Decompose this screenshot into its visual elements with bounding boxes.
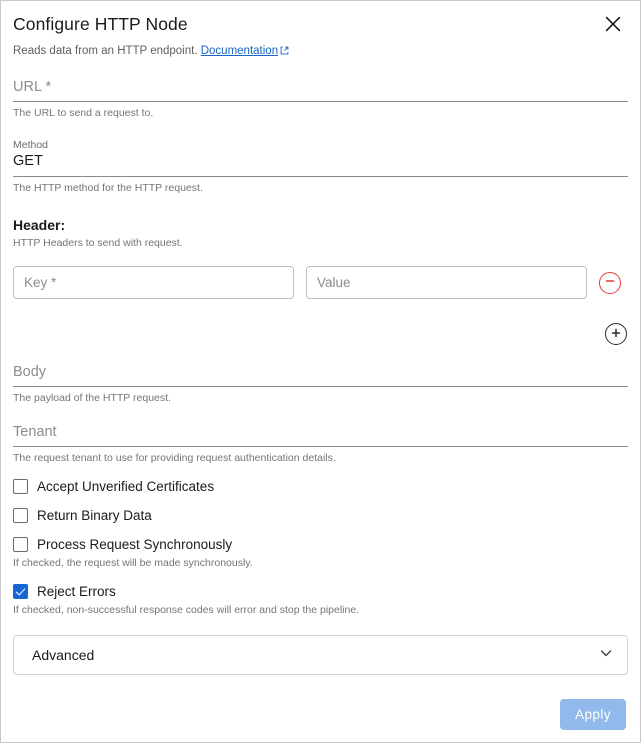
add-header-button[interactable] xyxy=(605,323,627,345)
documentation-link[interactable]: Documentation xyxy=(200,45,279,57)
minus-circle-icon xyxy=(604,275,616,290)
advanced-expander[interactable] xyxy=(13,635,628,675)
method-hint: The HTTP method for the HTTP request. xyxy=(13,182,203,194)
method-field-group xyxy=(13,138,628,195)
checkbox-return-binary-data[interactable] xyxy=(13,508,628,523)
checkbox-box[interactable] xyxy=(13,508,28,523)
checkbox-box[interactable] xyxy=(13,584,28,599)
reject-errors-hint: If checked, non-successful response codes will error and stop the pipeline. xyxy=(13,604,360,616)
page-title: Configure HTTP Node xyxy=(13,14,188,34)
plus-circle-icon xyxy=(610,327,622,342)
body-hint: The payload of the HTTP request. xyxy=(13,392,171,404)
subtitle-text: Reads data from an HTTP endpoint. xyxy=(13,45,198,57)
url-input[interactable] xyxy=(13,78,628,102)
dialog-header xyxy=(1,1,640,37)
checkbox-label: Return Binary Data xyxy=(37,508,152,523)
dialog-body xyxy=(1,78,640,675)
close-button[interactable] xyxy=(600,11,626,37)
header-section-hint: HTTP Headers to send with request. xyxy=(13,237,183,249)
url-hint: The URL to send a request to. xyxy=(13,107,154,119)
dialog-footer xyxy=(1,686,640,742)
checkbox-reject-errors[interactable] xyxy=(13,584,628,599)
method-value[interactable]: GET xyxy=(13,153,628,177)
tenant-input[interactable] xyxy=(13,423,628,447)
header-section-title: Header: xyxy=(13,217,66,233)
body-field-group xyxy=(13,363,628,405)
checkbox-process-request-synchronously[interactable] xyxy=(13,537,628,552)
body-input[interactable] xyxy=(13,363,628,387)
checkbox-accept-unverified-certificates[interactable] xyxy=(13,479,628,494)
apply-button[interactable]: Apply xyxy=(560,699,626,730)
url-field-group xyxy=(13,78,628,120)
close-icon xyxy=(605,16,621,32)
tenant-field-group xyxy=(13,423,628,465)
advanced-label: Advanced xyxy=(32,647,95,663)
header-key-input[interactable] xyxy=(13,266,294,299)
process-request-synchronously-hint: If checked, the request will be made synchronously. xyxy=(13,557,253,569)
method-label: Method xyxy=(13,139,49,151)
checkbox-box[interactable] xyxy=(13,537,28,552)
tenant-hint: The request tenant to use for providing request authentication details. xyxy=(13,452,336,464)
checkbox-label: Accept Unverified Certificates xyxy=(37,479,215,494)
chevron-down-icon xyxy=(599,646,613,665)
remove-header-button[interactable] xyxy=(599,272,621,294)
dialog-subtitle xyxy=(1,37,640,60)
checkbox-label: Reject Errors xyxy=(37,584,116,599)
checkbox-box[interactable] xyxy=(13,479,28,494)
external-link-icon xyxy=(280,44,289,60)
header-value-input[interactable] xyxy=(306,266,587,299)
checkbox-label: Process Request Synchronously xyxy=(37,537,233,552)
header-key-value-row xyxy=(13,266,628,299)
add-header-row xyxy=(13,323,628,345)
